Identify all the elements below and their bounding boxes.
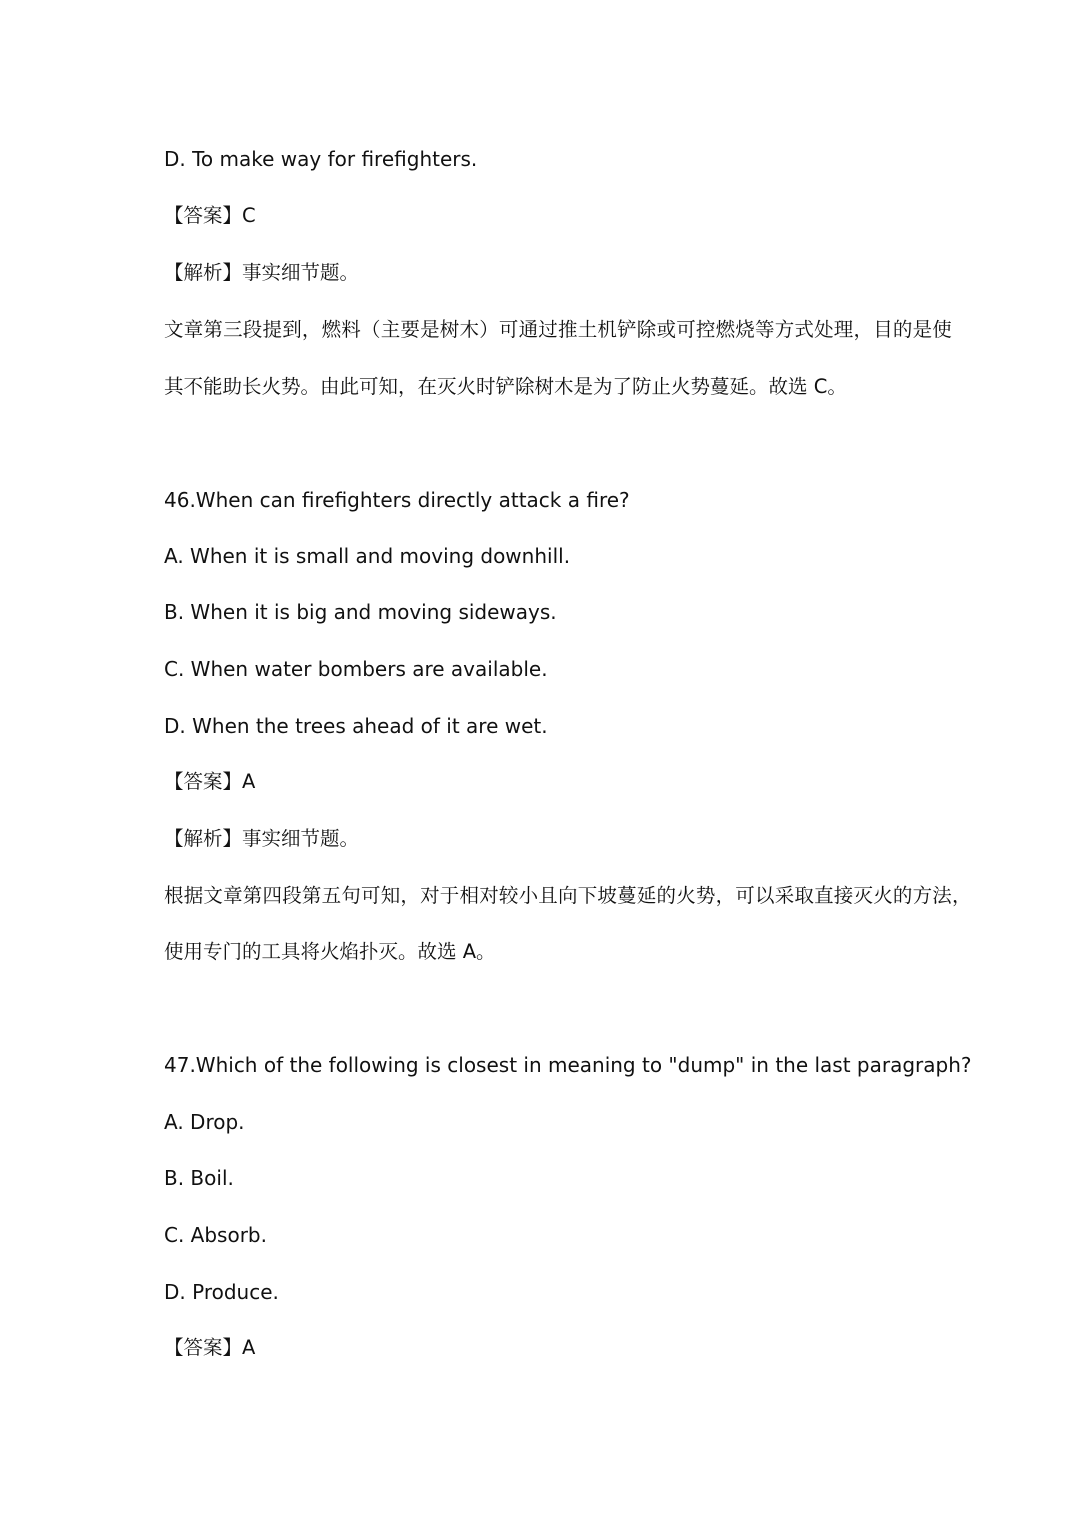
question-46-option-a: A. When it is small and moving downhill. bbox=[164, 544, 571, 568]
prev-question-analysis-line-2: 其不能助长火势。由此可知，在灭火时铲除树木是为了防止火势蔓延。故选 C。 bbox=[164, 375, 847, 398]
question-46-answer: 【答案】A bbox=[164, 770, 256, 793]
question-46-option-c: C. When water bombers are available. bbox=[164, 657, 548, 681]
prev-question-analysis-type: 【解析】事实细节题。 bbox=[164, 261, 360, 284]
prev-question-option-d: D. To make way for firefighters. bbox=[164, 147, 478, 171]
question-47-option-c: C. Absorb. bbox=[164, 1223, 267, 1247]
question-47-stem: 47.Which of the following is closest in meaning to "dump" in the last paragraph? bbox=[164, 1053, 972, 1077]
question-47-option-a: A. Drop. bbox=[164, 1110, 245, 1134]
question-46-analysis-line-2: 使用专门的工具将火焰扑灭。故选 A。 bbox=[164, 940, 496, 963]
question-46-analysis-line-1: 根据文章第四段第五句可知，对于相对较小且向下坡蔓延的火势，可以采取直接灭火的方法， bbox=[164, 884, 972, 907]
question-46-option-b: B. When it is big and moving sideways. bbox=[164, 600, 557, 624]
prev-question-analysis-line-1: 文章第三段提到，燃料（主要是树木）可通过推土机铲除或可控燃烧等方式处理，目的是使 bbox=[164, 318, 953, 341]
question-46-analysis-type: 【解析】事实细节题。 bbox=[164, 827, 360, 850]
question-47-option-b: B. Boil. bbox=[164, 1166, 234, 1190]
question-47-option-d: D. Produce. bbox=[164, 1280, 279, 1304]
question-47-answer: 【答案】A bbox=[164, 1336, 256, 1359]
prev-question-answer: 【答案】C bbox=[164, 204, 256, 227]
question-46-stem: 46.When can firefighters directly attack a fire? bbox=[164, 488, 630, 512]
question-46-option-d: D. When the trees ahead of it are wet. bbox=[164, 714, 548, 738]
